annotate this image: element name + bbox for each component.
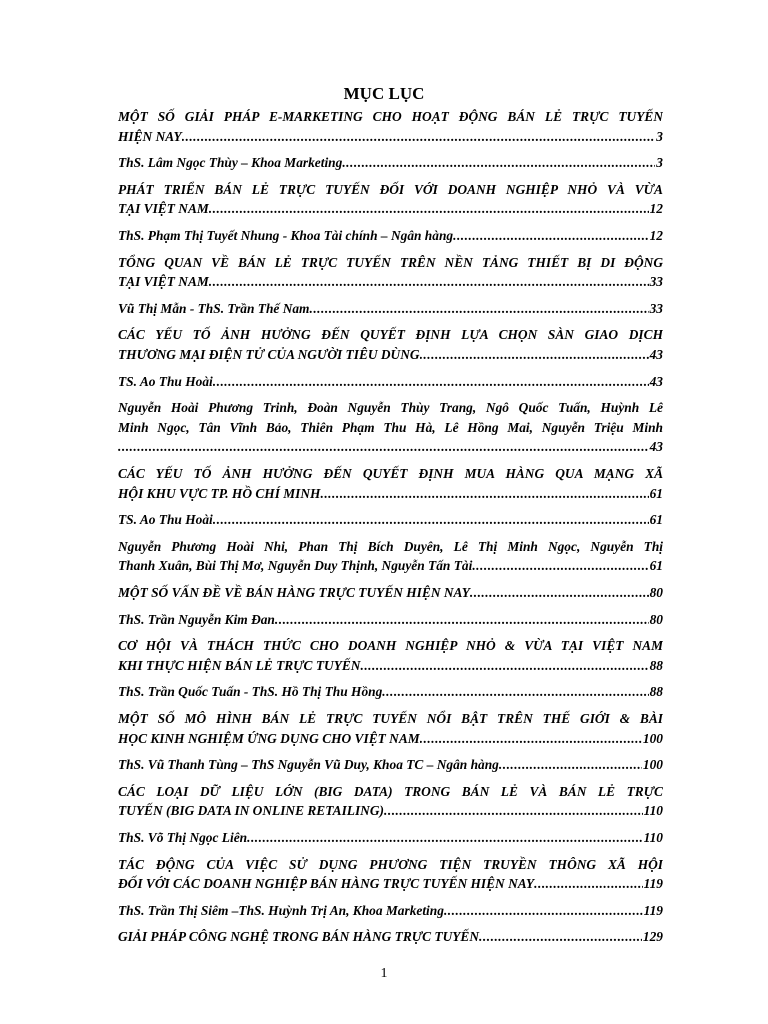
dot-leader	[444, 902, 643, 920]
toc-entry-last-line	[118, 273, 663, 291]
toc-entry-last-line	[118, 346, 663, 364]
toc-page-number: 61	[649, 558, 663, 574]
toc-page-number: 110	[643, 830, 663, 845]
toc-entry-text: ThS. Trần Thị Siêm –ThS. Huỳnh Trị An, Khoa Marketing	[118, 902, 444, 918]
toc-page-number: 100	[642, 757, 663, 773]
dot-leader	[453, 227, 649, 245]
dot-leader	[342, 154, 655, 172]
toc-page-number: 80	[649, 585, 663, 600]
toc-page-number: 129	[642, 929, 663, 945]
toc-page-number: 3	[656, 155, 663, 171]
toc-entry-text: Vũ Thị Mẫn - ThS. Trần Thế Nam	[118, 300, 310, 316]
toc-entry-last-line	[118, 227, 663, 245]
toc-page-number: 43	[649, 439, 663, 455]
toc-page-number: 33	[649, 300, 663, 316]
toc-entry-last-line	[118, 373, 663, 391]
toc-entry-text: HỘI KHU VỰC TP. HỒ CHÍ MINH	[118, 485, 321, 501]
toc-entry-text: CƠ HỘI VÀ THÁCH THỨC CHO DOANH NGHIỆP NHỎ & VỪA TẠI VIỆT NAM	[118, 638, 663, 654]
toc-entry-text: GIẢI PHÁP CÔNG NGHỆ TRONG BÁN HÀNG TRỰC TUYẾN	[118, 929, 480, 945]
toc-entry-text: Nguyễn Hoài Phương Trinh, Đoàn Nguyễn Thùy Trang, Ngô Quốc Tuấn, Huỳnh Lê	[118, 400, 663, 416]
toc-entry-text: TUYẾN (BIG DATA IN ONLINE RETAILING)	[118, 803, 384, 819]
toc-entry-text: HIỆN NAY	[118, 128, 182, 144]
toc-page-number: 12	[649, 201, 663, 217]
dot-leader	[118, 438, 649, 456]
dot-leader	[470, 584, 649, 602]
toc-entry-last-line	[118, 300, 663, 318]
dot-leader	[534, 875, 643, 893]
toc-entry-text: ThS. Phạm Thị Tuyết Nhung - Khoa Tài chính – Ngân hàng	[118, 228, 454, 243]
toc-entry-text: TS. Ao Thu Hoài	[118, 373, 213, 389]
page-number: 1	[380, 966, 388, 981]
dot-leader	[360, 657, 648, 675]
toc-entry-last-line	[118, 200, 663, 218]
toc-entry-text: ThS. Trần Nguyễn Kim Đan	[118, 611, 275, 627]
toc-entry-text: ĐỐI VỚI CÁC DOANH NGHIỆP BÁN HÀNG TRỰC TUYẾN HIỆN NAY	[118, 876, 535, 892]
toc-page-number: 88	[649, 684, 663, 700]
toc-entry-text: HỌC KINH NGHIỆM ỨNG DỤNG CHO VIỆT NAM	[118, 730, 420, 746]
toc-entry-text: ThS. Vũ Thanh Tùng – ThS Nguyễn Vũ Duy, Khoa TC – Ngân hàng	[118, 757, 499, 773]
toc-entry-text: TS. Ao Thu Hoài	[118, 512, 213, 528]
dot-leader	[209, 273, 649, 291]
toc-page-number: 119	[643, 902, 663, 918]
toc-page-number: 43	[649, 347, 663, 362]
toc-entry-text: CÁC YẾU TỐ ẢNH HƯỞNG ĐẾN QUYẾT ĐỊNH LỰA CHỌN SÀN GIAO DỊCH	[118, 327, 663, 343]
toc-entry-text: PHÁT TRIỂN BÁN LẺ TRỰC TUYẾN ĐỐI VỚI DOANH NGHIỆP NHỎ VÀ VỪA	[118, 181, 663, 197]
toc-entry-last-line	[118, 584, 663, 602]
dot-leader	[309, 300, 648, 318]
toc-entry-last-line	[118, 829, 663, 847]
toc-entry-last-line	[118, 128, 663, 146]
toc-page-number: 61	[649, 512, 663, 528]
toc-entry-text: TẠI VIỆT NAM	[118, 274, 209, 290]
dot-leader	[384, 802, 643, 820]
toc-entry-text: KHI THỰC HIỆN BÁN LẺ TRỰC TUYẾN	[118, 657, 361, 673]
toc-entry-last-line	[118, 902, 663, 920]
toc-entry-last-line	[118, 557, 663, 575]
dot-leader	[320, 485, 648, 503]
toc-entry-text: MỘT SỐ VẤN ĐỀ VỀ BÁN HÀNG TRỰC TUYẾN HIỆN NAY	[118, 585, 470, 600]
toc-page-number: 61	[649, 485, 663, 501]
dot-leader	[213, 511, 649, 529]
toc-entry-text: CÁC LOẠI DỮ LIỆU LỚN (BIG DATA) TRONG BÁN LẺ VÀ BÁN LẺ TRỰC	[118, 783, 663, 799]
toc-entry-last-line	[118, 730, 663, 748]
toc-page-number: 80	[649, 611, 663, 627]
toc-entry-text: ThS. Lâm Ngọc Thùy – Khoa Marketing	[118, 155, 343, 171]
dot-leader	[472, 557, 648, 575]
toc-entry-last-line	[118, 802, 663, 820]
toc-entry-last-line	[118, 511, 663, 529]
dot-leader	[382, 683, 648, 701]
toc-entry-last-line	[118, 756, 663, 774]
toc-entry-last-line	[118, 485, 663, 503]
toc-entry-text: MỘT SỐ GIẢI PHÁP E-MARKETING CHO HOẠT ĐỘNG BÁN LẺ TRỰC TUYẾN	[118, 109, 663, 124]
toc-entry-last-line	[118, 154, 663, 172]
toc-entry-text: TÁC ĐỘNG CỦA VIỆC SỬ DỤNG PHƯƠNG TIỆN TRUYỀN THÔNG XÃ HỘI	[118, 856, 663, 872]
toc-entry-text: ThS. Trần Quốc Tuấn - ThS. Hồ Thị Thu Hồng	[118, 684, 383, 700]
toc-entry-last-line	[118, 438, 663, 456]
dot-leader	[420, 730, 642, 748]
toc-entry-last-line	[118, 875, 663, 893]
dot-leader	[275, 611, 649, 629]
toc-entry-text: TỔNG QUAN VỀ BÁN LẺ TRỰC TUYẾN TRÊN NỀN TẢNG THIẾT BỊ DI ĐỘNG	[118, 254, 663, 270]
toc-page-number: 3	[656, 128, 663, 144]
toc-page-number: 33	[649, 274, 663, 290]
toc-entry-text: Nguyễn Phương Hoài Nhi, Phan Thị Bích Duyên, Lê Thị Minh Ngọc, Nguyễn Thị	[118, 538, 663, 554]
toc-entry-text: MỘT SỐ MÔ HÌNH BÁN LẺ TRỰC TUYẾN NỔI BẬT TRÊN THẾ GIỚI & BÀI	[118, 711, 663, 726]
toc-page-number: 88	[649, 657, 663, 673]
dot-leader	[499, 756, 642, 774]
dot-leader	[182, 128, 656, 146]
dot-leader	[247, 829, 643, 847]
toc-entry-text: THƯƠNG MẠI ĐIỆN TỬ CỦA NGƯỜI TIÊU DÙNG	[118, 347, 420, 362]
toc-entry-text: CÁC YẾU TỐ ẢNH HƯỞNG ĐẾN QUYẾT ĐỊNH MUA HÀNG QUA MẠNG XÃ	[118, 466, 663, 481]
toc-entry-text: Minh Ngọc, Tân Vĩnh Bảo, Thiên Phạm Thu Hà, Lê Hồng Mai, Nguyễn Triệu Minh	[118, 419, 663, 435]
dot-leader	[420, 346, 649, 364]
toc-page-number: 43	[649, 373, 663, 389]
toc-entry-last-line	[118, 657, 663, 675]
dot-leader	[213, 373, 649, 391]
toc-page-number: 100	[642, 730, 663, 746]
dot-leader	[209, 200, 649, 218]
toc-entry-text: ThS. Võ Thị Ngọc Liên	[118, 830, 248, 845]
dot-leader	[479, 928, 642, 946]
toc-entry-text: TẠI VIỆT NAM	[118, 201, 209, 217]
toc-entry-last-line	[118, 611, 663, 629]
toc-page-number: 12	[649, 228, 663, 243]
toc-page-number: 110	[643, 803, 663, 819]
toc-page-number: 119	[643, 876, 663, 892]
toc-entry-text: Thanh Xuân, Bùi Thị Mơ, Nguyễn Duy Thịnh, Nguyễn Tấn Tài	[118, 558, 473, 574]
page-title: MỤC LỤC	[343, 84, 425, 103]
toc-entry-last-line	[118, 683, 663, 701]
toc-entry-last-line	[118, 928, 663, 946]
